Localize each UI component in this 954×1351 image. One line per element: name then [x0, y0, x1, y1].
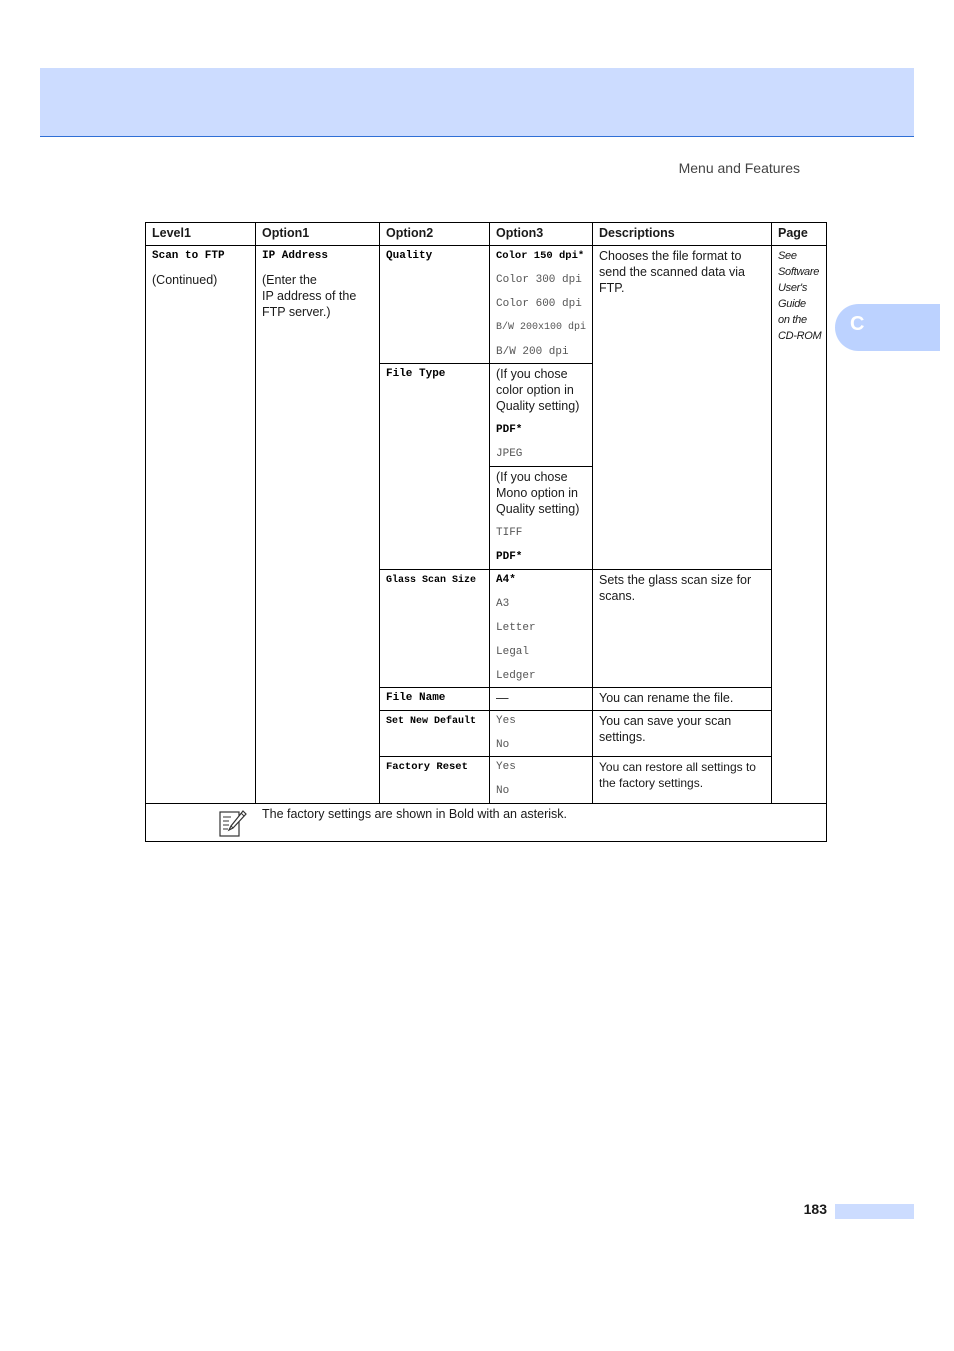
level1-note: (Continued) [152, 273, 218, 287]
chapter-tab [835, 304, 940, 351]
header-option1: Option1 [262, 226, 310, 240]
glass-scan-size-description: Sets the glass scan size for scans. [599, 573, 752, 603]
glass-scan-size-option: A3 [496, 598, 510, 610]
file-type-color-note: (If you chose color option in Quality setting) [496, 367, 580, 413]
header-option2: Option2 [386, 226, 434, 240]
chapter-tab-label: C [850, 313, 865, 335]
header-level1: Level1 [152, 226, 191, 240]
set-new-default-label: Set New Default [386, 716, 477, 727]
set-new-default-option: No [496, 739, 510, 751]
page-reference: See Software User's Guide on the CD-ROM [778, 250, 822, 342]
file-name-option: — [496, 691, 509, 705]
quality-label: Quality [386, 250, 433, 262]
file-type-option: PDF* [496, 424, 523, 436]
set-new-default-option: Yes [496, 715, 516, 727]
factory-reset-option: Yes [496, 761, 516, 773]
factory-reset-label: Factory Reset [386, 761, 468, 773]
header-descriptions: Descriptions [599, 226, 675, 240]
glass-scan-size-option: Letter [496, 622, 536, 634]
quality-description: Chooses the file format to send the scanned data via FTP. [599, 249, 745, 295]
header-band [40, 68, 914, 137]
note-text: The factory settings are shown in Bold with an asterisk. [262, 807, 568, 821]
page-number: 183 [803, 1201, 827, 1217]
quality-option: Color 150 dpi* [496, 250, 585, 262]
level1-name: Scan to FTP [152, 250, 225, 262]
file-type-mono-note: (If you chose Mono option in Quality setting) [496, 470, 580, 516]
file-type-option: TIFF [496, 527, 523, 539]
note-pencil-icon [217, 808, 247, 838]
file-type-label: File Type [386, 368, 446, 380]
running-title: Menu and Features [678, 160, 800, 176]
glass-scan-size-option: Ledger [496, 670, 536, 682]
option1-name: IP Address [262, 250, 329, 262]
header-page: Page [778, 226, 808, 240]
factory-reset-option: No [496, 785, 510, 797]
quality-option: B/W 200x100 dpi [496, 322, 587, 333]
file-name-label: File Name [386, 692, 446, 704]
header-option3: Option3 [496, 226, 544, 240]
glass-scan-size-option: Legal [496, 646, 530, 658]
set-new-default-description: You can save your scan settings. [599, 714, 732, 744]
quality-option: B/W 200 dpi [496, 346, 569, 358]
glass-scan-size-label: Glass Scan Size [386, 575, 477, 586]
option1-note: (Enter the IP address of the FTP server.) [262, 273, 357, 319]
factory-reset-description: You can restore all settings to the factory settings. [599, 760, 756, 790]
quality-option: Color 300 dpi [496, 274, 582, 286]
file-type-option: PDF* [496, 551, 523, 563]
glass-scan-size-option: A4* [496, 574, 516, 586]
file-type-option: JPEG [496, 448, 523, 460]
file-name-description: You can rename the file. [599, 691, 734, 705]
quality-option: Color 600 dpi [496, 298, 582, 310]
page-number-bar [835, 1204, 914, 1219]
